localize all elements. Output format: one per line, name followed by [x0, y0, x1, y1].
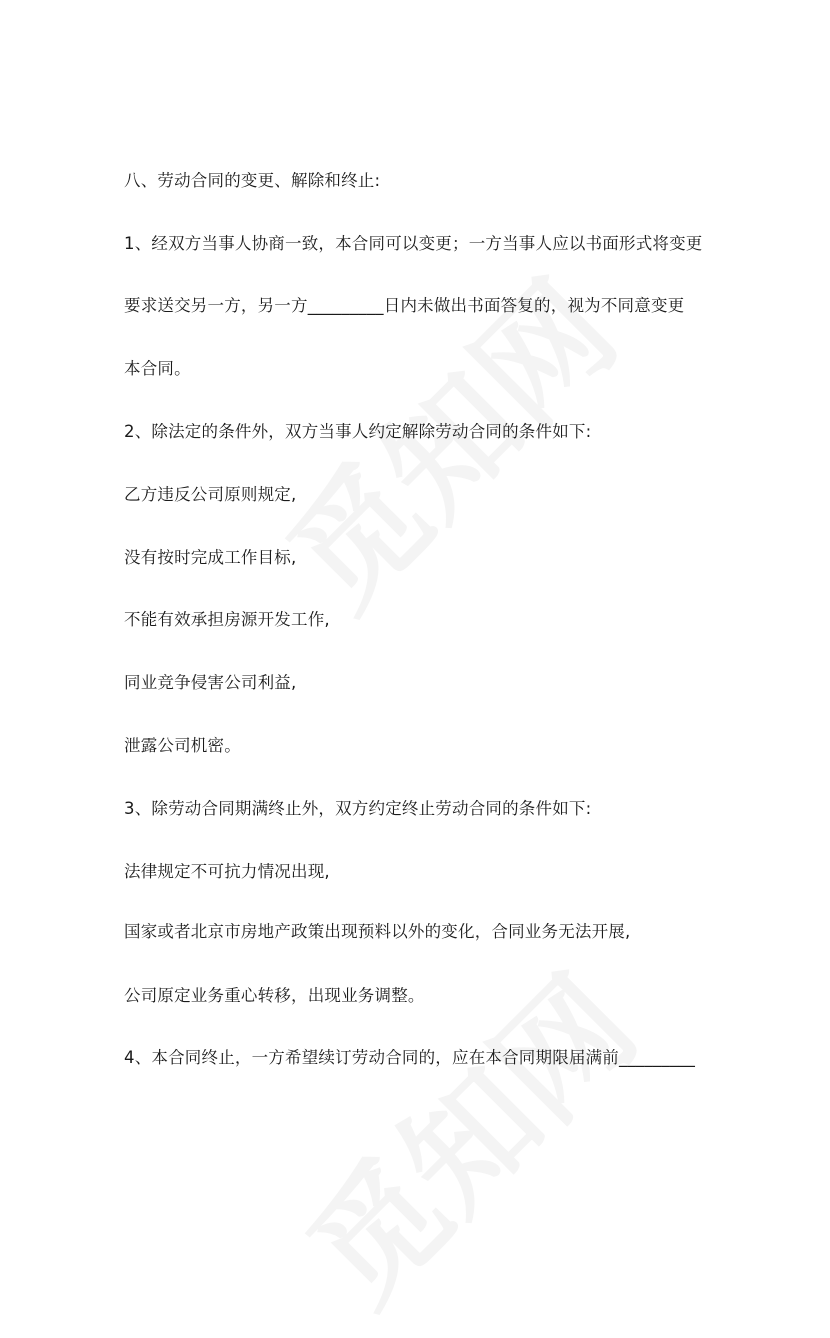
paragraph-line: 4、本合同终止，一方希望续订劳动合同的，应在本合同期限届满前_________	[124, 1048, 696, 1067]
paragraph-line: 法律规定不可抗力情况出现,	[124, 862, 330, 881]
paragraph-line: 不能有效承担房源开发工作,	[124, 610, 330, 629]
paragraph-line: 公司原定业务重心转移，出现业务调整。	[124, 986, 425, 1005]
paragraph-line: 要求送交另一方，另一方_________日内未做出书面答复的，视为不同意变更	[124, 296, 685, 315]
paragraph-line: 本合同。	[124, 359, 191, 378]
paragraph-line: 1、经双方当事人协商一致，本合同可以变更；一方当事人应以书面形式将变更	[124, 234, 703, 253]
paragraph-line: 乙方违反公司原则规定,	[124, 485, 297, 504]
paragraph-line: 泄露公司机密。	[124, 736, 241, 755]
paragraph-line: 国家或者北京市房地产政策出现预料以外的变化，合同业务无法开展,	[124, 922, 631, 941]
paragraph-line: 2、除法定的条件外，双方当事人约定解除劳动合同的条件如下:	[124, 422, 592, 441]
paragraph-line: 3、除劳动合同期满终止外，双方约定终止劳动合同的条件如下:	[124, 799, 592, 818]
paragraph-line: 没有按时完成工作目标,	[124, 548, 297, 567]
section-heading: 八、劳动合同的变更、解除和终止:	[124, 171, 381, 190]
paragraph-line: 同业竞争侵害公司利益,	[124, 673, 297, 692]
